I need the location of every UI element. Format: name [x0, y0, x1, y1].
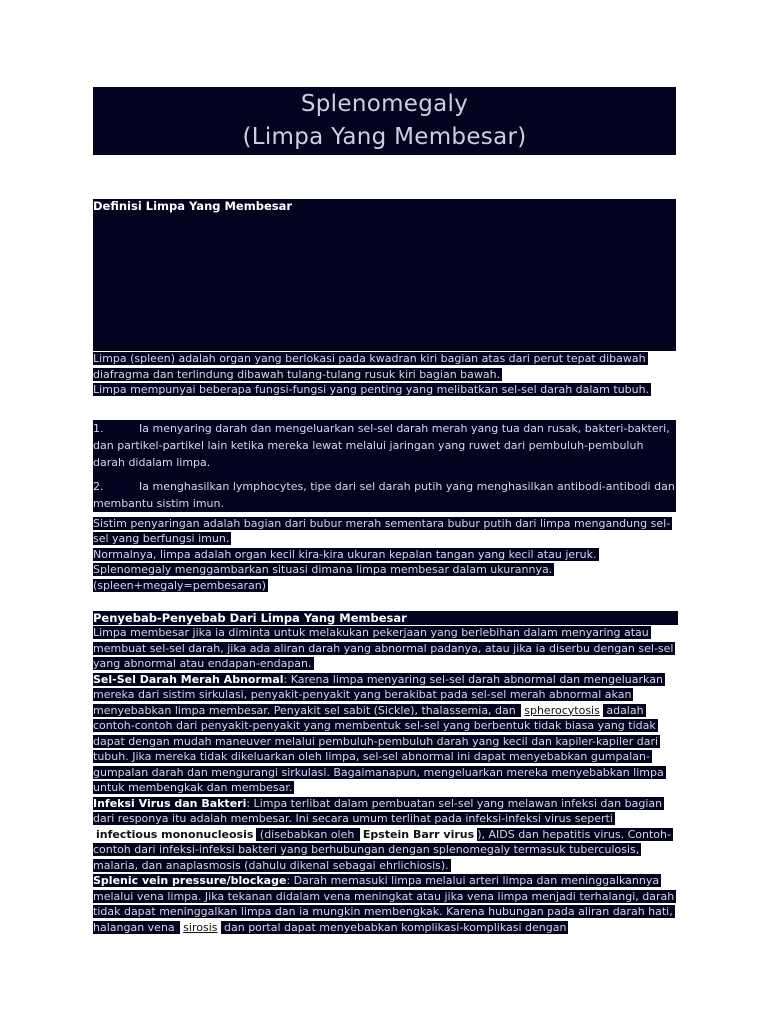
cause-vein: Splenic vein pressure/blockage: Darah memasuki limpa melalui arteri limpa dan meninggalkannya melalui vena limpa. Jika tekanan didalam vena meningkat atau jika vena limpa menjadi terhalangi, darah tidak dapat meninggalkan limpa dan ia mungkin membengkak. Karena hubungan pada aliran darah hati, halangan vena sirosis dan portal dapat menyebabkan komplikasi-komplikasi dengan: [93, 874, 675, 934]
page-title: Splenomegaly: [300, 91, 469, 117]
title-banner: [93, 87, 676, 155]
sirosis-link[interactable]: sirosis: [180, 921, 220, 934]
after-list-p1: Sistim penyaringan adalah bagian dari bubur merah sementara bubur putih dari limpa mengandung sel-sel yang berfungsi imun.: [93, 516, 671, 545]
spherocytosis-link[interactable]: spherocytosis: [521, 704, 603, 717]
definition-text: [93, 351, 676, 398]
list-item: 1. Ia menyaring darah dan mengeluarkan sel-sel darah merah yang tua dan rusak, bakteri-bakteri, dan partikel-partikel lain ketika mereka lewat melalui jaringan yang ruwet dari pembuluh-pembuluh darah didalam limpa.: [93, 421, 670, 469]
after-list-p3: Splenomegaly menggambarkan situasi dimana limpa membesar dalam ukurannya.: [93, 563, 553, 576]
causes-intro: Limpa membesar jika ia diminta untuk melakukan pekerjaan yang berlebihan dalam menyaring atau membuat sel-sel darah, jika ada aliran darah yang abnormal padanya, atau jika ia diserbu dengan sel-sel yang abnormal atau endapan-endapan.: [93, 626, 674, 670]
definition-image-block: [93, 199, 676, 351]
after-list-text: [93, 516, 676, 594]
after-list-p4: (spleen+megaly=pembesaran): [93, 578, 266, 592]
mononucleosis-term: infectious mononucleosis: [93, 828, 256, 841]
epstein-barr-term: Epstein Barr virus: [360, 828, 477, 841]
list-item: 2. Ia menghasilkan lymphocytes, tipe dari sel darah putih yang menghasilkan antibodi-antibodi dan membantu sistim imun.: [93, 479, 675, 510]
document-page: [93, 87, 676, 935]
functions-list: [93, 420, 676, 512]
page-subtitle: (Limpa Yang Membesar): [242, 124, 527, 150]
causes-heading: Penyebab-Penyebab Dari Limpa Yang Membesar: [93, 611, 676, 625]
definition-heading: Definisi Limpa Yang Membesar: [93, 199, 293, 213]
definition-para-1: Limpa (spleen) adalah organ yang berlokasi pada kwadran kiri bagian atas dari perut tepat dibawah diafragma dan terlindung dibawah tulang-tulang rusuk kiri bagian bawah.: [93, 352, 646, 381]
definition-para-2: Limpa mempunyai beberapa fungsi-fungsi yang penting yang melibatkan sel-sel darah dalam tubuh.: [93, 383, 650, 396]
cause-rbc: Sel-Sel Darah Merah Abnormal: Karena limpa menyaring sel-sel darah abnormal dan mengeluarkan mereka dari sistim sirkulasi, penyakit-penyakit yang berakibat pada sel-sel merah abnormal akan menyebabkan limpa membesar. Penyakit sel sabit (Sickle), thalassemia, dan spherocytosis adalah contoh-contoh dari penyakit-penyakit yang membentuk sel-sel yang berbentuk tidak biasa yang tidak dapat dengan mudah maneuver melalui pembuluh-pembuluh darah yang kecil dan kapiler-kapiler dari tubuh. Jika mereka tidak dikeluarkan oleh limpa, sel-sel abnormal ini dapat menyebabkan gumpalan-gumpalan darah dan mengurangi sirkulasi. Bagaimanapun, mengeluarkan mereka menyebabkan limpa untuk membengkak dan membesar.: [93, 672, 664, 794]
causes-text: [93, 625, 676, 935]
after-list-p2: Normalnya, limpa adalah organ kecil kira-kira ukuran kepalan tangan yang kecil atau jeruk.: [93, 547, 597, 561]
cause-virus: Infeksi Virus dan Bakteri: Limpa terlibat dalam pembuatan sel-sel yang melawan infeksi dan bagian dari responya itu adalah membesar. Ini secara umum terlihat pada infeksi-infeksi virus seperti infectious mononucleosis (disebabkan oleh Epstein Barr virus ), AIDS dan hepatitis virus. Contoh-contoh dari infeksi-infeksi bakteri yang berhubungan dengan splenomegaly termasuk tuberculosis, malaria, dan anaplasmosis (dahulu dikenal sebagai ehrlichiosis).: [93, 796, 671, 872]
